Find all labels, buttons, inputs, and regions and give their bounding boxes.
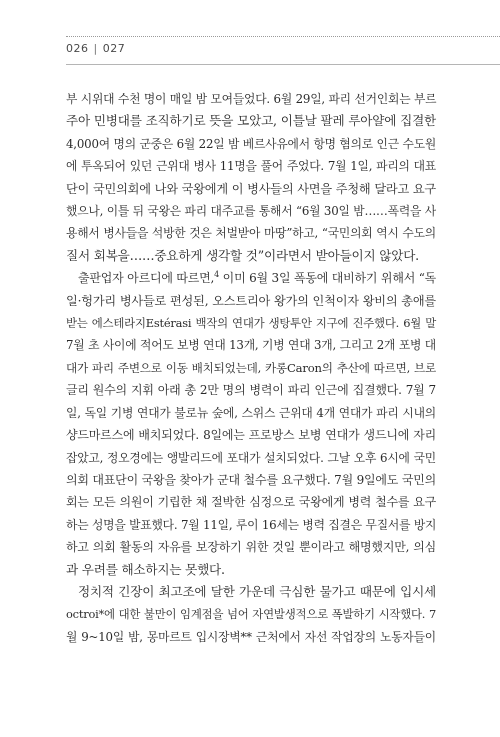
text-fragment: 출판업자 아르디에 따르면, — [78, 271, 215, 286]
page-number-left: 026 — [66, 42, 89, 55]
text-line: 일·헝가리 병사들로 편성된, 오스트리아 왕가의 인척이자 왕비의 총애를 — [66, 293, 436, 308]
text-line: 4,000여 명의 군중은 6월 22일 밤 베르사유에서 항명 혐의로 인근 수도원 — [66, 136, 437, 151]
text-line: 용해서 병사들을 석방한 것은 처벌받아 마땅”하고, “국민의회 역시 수도의 — [66, 226, 436, 241]
text-line: 하고 의회 활동의 자유를 보장하기 위한 것일 뿐이라고 해명했지만, 의심 — [66, 540, 436, 555]
header-dotted-rule — [66, 36, 500, 37]
text-line — [66, 267, 436, 289]
text-line: 일, 독일 기병 연대가 불로뉴 숲에, 스위스 근위대 4개 연대가 파리 시내의 — [66, 405, 436, 420]
text-line: 월 9~10일 밤, 몽마르트 입시장벽** 근처에서 자선 작업장의 노동자들이 — [66, 629, 436, 644]
text-fragment: 이미 6월 3일 폭동에 대비하기 위해서 “독 — [219, 271, 437, 286]
paragraph-2 — [66, 267, 436, 581]
text-line: octroi*에 대한 불만이 임계점을 넘어 자연발생적으로 폭발하기 시작했다. 7 — [66, 607, 436, 622]
text-line: 부 시위대 수천 명이 매일 밤 모여들었다. 6월 29일, 파리 선거인회는 부르 — [66, 92, 437, 106]
text-line: 7월 초 사이에 적어도 보병 연대 13개, 기병 연대 3개, 그리고 2개 포병 대 — [66, 338, 436, 353]
text-line: 잡았고, 정오경에는 앵발리드에 포대가 설치되었다. 그날 오후 6시에 국민 — [66, 450, 436, 465]
page-number-separator: | — [93, 42, 98, 55]
header-rule — [66, 64, 500, 65]
text-line: 샹드마르스에 배치되었다. 8일에는 프로방스 보병 연대가 생드니에 자리 — [66, 428, 436, 443]
page-number-right: 027 — [102, 42, 126, 55]
text-line: 하는 성명을 발표했다. 7월 11일, 루이 16세는 병력 집결은 무질서를 방지 — [66, 517, 437, 532]
body-text — [66, 88, 436, 648]
text-line: 글리 원수의 지휘 아래 총 2만 명의 병력이 파리 인근에 집결했다. 7월 7 — [66, 383, 436, 398]
text-line: 질서 회복을……중요하게 생각할 것”이라면서 받아들이지 않았다. — [66, 247, 419, 263]
text-line: 했으나, 이틀 뒤 국왕은 파리 대주교를 통해서 “6월 30일 밤……폭력을 사 — [66, 204, 436, 219]
text-line: 주아 민병대를 조직하기로 뜻을 모았고, 이틀날 팔레 루아얄에 집결한 — [66, 113, 436, 129]
paragraph-1 — [66, 88, 436, 267]
text-line: 과 우려를 해소하지는 못했다. — [66, 561, 225, 577]
text-line: 단이 국민의회에 나와 국왕에게 이 병사들의 사면을 주청해 달라고 요구 — [66, 181, 436, 196]
text-line: 대가 파리 주변으로 이동 배치되었는데, 카롱Caron의 추산에 따르면, 브로 — [66, 360, 436, 375]
text-line: 에 투옥되어 있던 근위대 병사 11명을 풀어 주었다. 7월 1일, 파리의 대표 — [66, 159, 436, 174]
footnote-marker[interactable]: 4 — [214, 270, 220, 280]
page-header — [0, 0, 500, 62]
paragraph-3 — [66, 581, 436, 648]
page-numbers — [66, 42, 125, 55]
text-line: 의회 대표단이 국왕을 찾아가 군대 철수를 요구했다. 7월 9일에도 국민의 — [66, 472, 436, 487]
text-line: 정치적 긴장이 최고조에 달한 가운데 극심한 물가고 때문에 입시세 — [78, 583, 436, 599]
text-line: 받는 에스테라지Estérasi 백작의 연대가 생탕투안 지구에 진주했다. 6월 말 — [66, 316, 436, 331]
text-line: 회는 모든 의원이 기립한 채 절박한 심정으로 국왕에게 병력 철수를 요구 — [66, 495, 436, 510]
